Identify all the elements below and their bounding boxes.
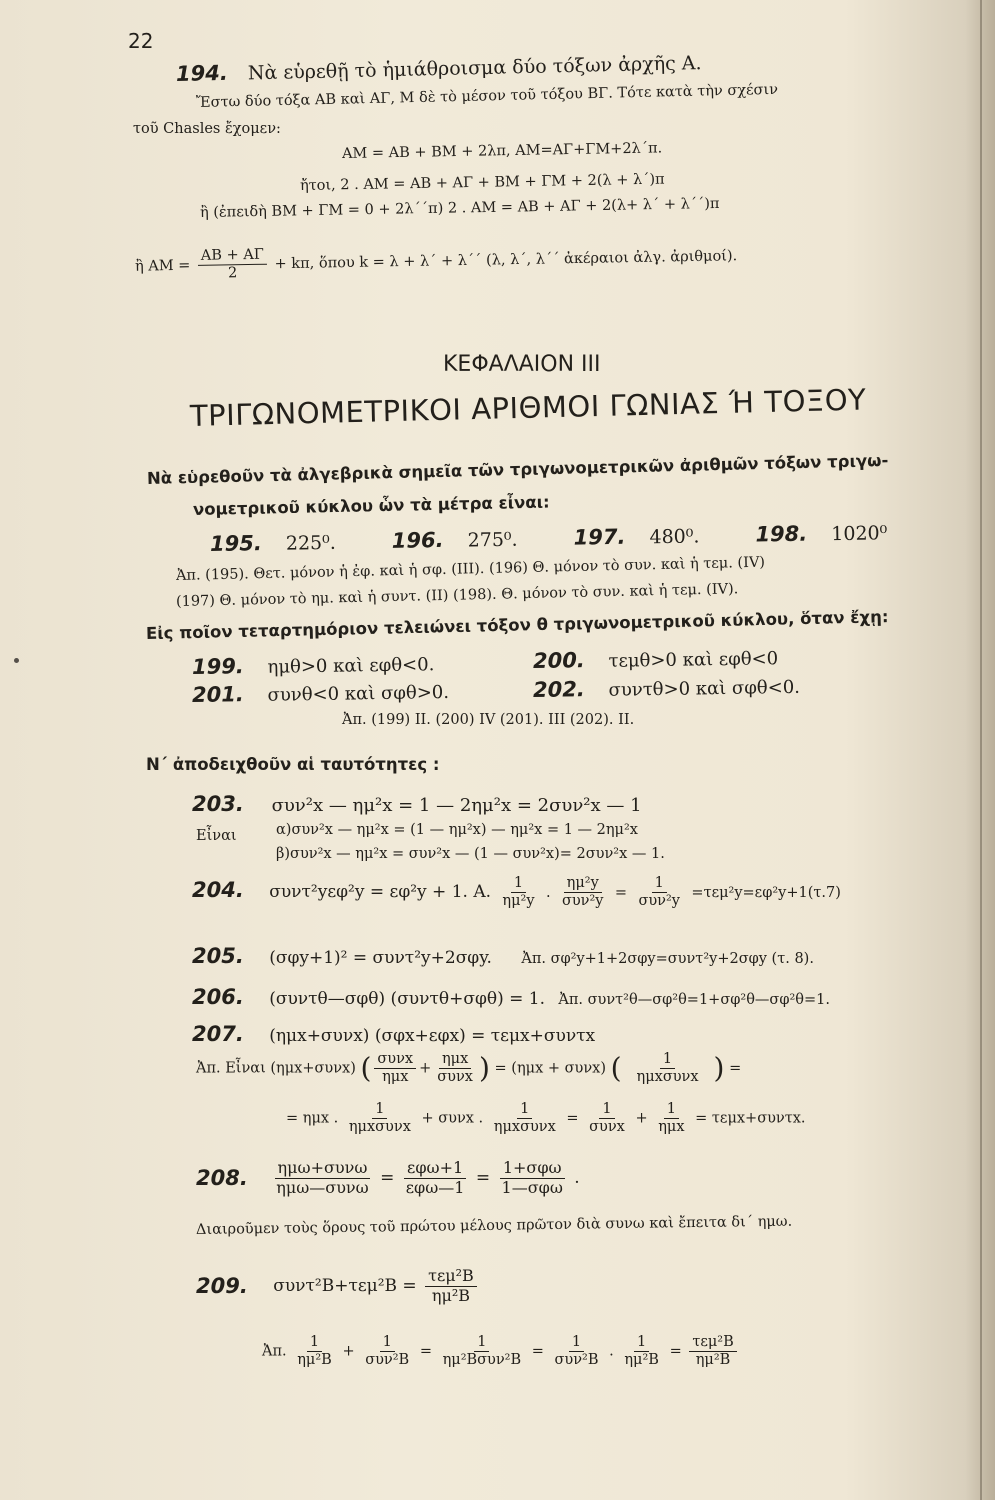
equation-rhs: + kπ, ὅπου k = λ + λ΄ + λ΄΄ (λ, λ΄, λ΄΄ ἀκέραιοι ἀλγ. ἀριθμοί). <box>274 248 738 273</box>
proof-label: Εἶναι <box>196 828 237 844</box>
operator-text: . <box>609 1343 614 1360</box>
operator-text: = <box>566 1110 579 1127</box>
numerator: 1 <box>599 1102 614 1119</box>
problem-number: 197. <box>573 524 626 550</box>
operator-text: = <box>669 1343 682 1360</box>
chapter-title: ΤΡΙΓΩΝΟΜΕΤΡΙΚΟΙ ΑΡΙΘΜΟΙ ΓΩΝΙΑΣ Ή ΤΟΞΟΥ <box>189 382 867 433</box>
equation: ἤτοι, 2 . ΑΜ = ΑΒ + ΑΓ + ΒΜ + ΓΜ + 2(λ + λ΄)π <box>299 171 665 194</box>
equation-part: = ημx . <box>286 1110 339 1127</box>
answer-text: Ἀπ. Εἶναι (ημx+συνx) <box>196 1060 356 1077</box>
operator-text: . <box>574 1167 580 1188</box>
denominator: ημ²Β <box>695 1352 731 1369</box>
problem-194-line2: τοῦ Chasles ἔχομεν: <box>133 121 281 137</box>
denominator: εφω—1 <box>405 1177 465 1197</box>
problem-text: Νὰ εὑρεθῇ τὸ ἡμιάθροισμα δύο τόξων ἀρχῆς Α. <box>247 52 702 85</box>
margin-speck <box>14 658 19 663</box>
numerator: 1 <box>307 1335 322 1352</box>
fraction <box>440 1335 525 1368</box>
problem-194-heading <box>176 50 702 87</box>
denominator: 2 <box>227 265 238 282</box>
equation-end: = τεμx+συντx. <box>695 1110 806 1127</box>
numerator: τεμ²Β <box>425 1268 477 1287</box>
problem-text: τεμθ>0 καὶ εφθ<0 <box>608 648 779 672</box>
problem-number: 194. <box>175 60 229 86</box>
exercise-199 <box>192 651 435 679</box>
numerator: 1 <box>372 1102 387 1119</box>
equation: ἢ (ἐπειδὴ ΒΜ + ΓΜ = 0 + 2λ΄΄π) 2 . ΑΜ = ΑΒ + ΑΓ + 2(λ+ λ΄ + λ΄΄)π <box>199 195 720 221</box>
exercise-200 <box>533 645 778 674</box>
fraction <box>634 1052 702 1085</box>
operator-text: = <box>614 885 628 902</box>
numerator: 1+σφω <box>500 1160 565 1179</box>
numerator: ημ²y <box>564 876 602 893</box>
denominator: ημ²Β <box>297 1352 332 1369</box>
denominator: ημxσυνx <box>348 1119 411 1136</box>
operator-text: + <box>419 1060 432 1077</box>
exercise-204 <box>192 876 841 909</box>
problem-value: 1020⁰ <box>831 522 888 546</box>
denominator: συνx <box>589 1119 625 1136</box>
fraction <box>362 1335 412 1368</box>
numerator: 1 <box>652 876 667 893</box>
exercise-row-195-198 <box>210 520 888 557</box>
intro-text: Ν΄ ἀποδειχθοῦν αἱ ταυτότητες : <box>146 755 440 774</box>
denominator: συν²y <box>561 893 604 910</box>
denominator: ημ²Βσυν²Β <box>442 1352 522 1369</box>
fraction <box>559 876 607 909</box>
operator-text: = <box>729 1060 742 1077</box>
denominator: ημx <box>658 1119 685 1136</box>
problem-number: 204. <box>192 878 244 903</box>
numerator: 1 <box>380 1335 395 1352</box>
fraction <box>499 1160 566 1197</box>
equation-lhs: ἢ ΑΜ = <box>134 257 191 275</box>
denominator: 1—σφω <box>501 1177 563 1197</box>
proof-line: α)συν²x — ημ²x = (1 — ημ²x) — ημ²x = 1 — 2ημ²x <box>276 822 638 838</box>
fraction <box>499 876 537 909</box>
equation: ΑΜ = ΑΒ + ΒΜ + 2λπ, ΑΜ=ΑΓ+ΓΜ+2λ΄π. <box>341 140 663 162</box>
fraction <box>491 1102 559 1135</box>
paren-open: ( <box>610 1051 622 1085</box>
fraction <box>586 1102 628 1135</box>
numerator: ημx <box>439 1052 471 1069</box>
equation-part: + συνx . <box>421 1110 484 1127</box>
numerator: 1 <box>664 1102 679 1119</box>
intro-text: Νὰ εὑρεθοῦν τὰ ἀλγεβρικὰ σημεῖα τῶν τριγωνομετρικῶν ἀριθμῶν τόξων τριγω- <box>146 450 889 488</box>
problem-number: 200. <box>532 648 586 673</box>
numerator: ΑΒ + ΑΓ <box>198 248 267 266</box>
answer-label: Ἀπ. <box>262 1343 287 1360</box>
equation: συντ²yεφ²y = εφ²y + 1. Α. <box>269 882 491 903</box>
fraction <box>198 248 268 283</box>
equation: (σφy+1)² = συντ²y+2σφy. <box>269 948 492 968</box>
exercise-202 <box>533 674 800 703</box>
answer-text: (197) Θ. μόνον τὸ ημ. καὶ ἡ συντ. (II) (198). Θ. μόνον τὸ συν. καὶ ἡ τεμ. (IV). <box>175 581 739 610</box>
page-number: 22 <box>128 29 154 53</box>
equation: (ημx+συνx) (σφx+εφx) = τεμx+συντx <box>269 1026 596 1046</box>
problem-value: 480⁰. <box>649 525 700 549</box>
exercise-206 <box>192 985 830 1010</box>
answer-text: Ἀπ. σφ²y+1+2σφy=συντ²y+2σφy (τ. 8). <box>521 951 814 967</box>
exercise-201 <box>192 679 449 708</box>
page-edge-shadow <box>980 0 982 1500</box>
intro-text: νομετρικοῦ κύκλου ὧν τὰ μέτρα εἶναι: <box>192 492 550 519</box>
problem-number: 209. <box>196 1274 248 1299</box>
equation-lhs: συντ²Β+τεμ²Β = <box>273 1275 417 1296</box>
problem-number: 206. <box>192 985 244 1009</box>
chapter-label: ΚΕΦΑΛΑΙΟΝ III <box>443 352 601 377</box>
denominator: ημxσυνx <box>493 1119 556 1136</box>
operator-text: + <box>342 1343 355 1360</box>
denominator: συν²Β <box>554 1352 599 1369</box>
fraction <box>294 1335 335 1368</box>
numerator: 1 <box>569 1335 584 1352</box>
operator-text: + <box>635 1110 648 1127</box>
problem-number: 201. <box>191 682 245 707</box>
numerator: εφω+1 <box>404 1160 466 1179</box>
denominator: ημω—συνω <box>276 1177 369 1197</box>
proof-line <box>196 1052 741 1085</box>
operator-text: = <box>475 1167 491 1188</box>
paren-close: ) <box>479 1051 490 1085</box>
fraction <box>552 1335 602 1368</box>
proof-line: β)συν²x — ημ²x = συν²x — (1 — συν²x)= 2συν²x — 1. <box>276 846 665 862</box>
denominator: ημ²Β <box>624 1352 659 1369</box>
denominator: ημ²Β <box>431 1285 471 1305</box>
operator-text: = <box>419 1343 432 1360</box>
problem-text: ημθ>0 καὶ εφθ<0. <box>267 654 435 678</box>
equation: συν²x — ημ²x = 1 — 2ημ²x = 2συν²x — 1 <box>271 795 642 816</box>
problem-number: 202. <box>532 677 586 702</box>
equation-tail: =τεμ²y=εφ²y+1(τ.7) <box>691 885 841 902</box>
fraction <box>374 1052 416 1085</box>
exercise-207 <box>192 1022 595 1047</box>
proof-line <box>286 1102 806 1135</box>
equation-mid: = (ημx + συνx) <box>494 1060 606 1077</box>
problem-number: 208. <box>196 1166 248 1191</box>
operator-text: = <box>531 1343 544 1360</box>
problem-number: 196. <box>391 527 444 553</box>
exercise-209 <box>196 1268 480 1305</box>
equation <box>135 239 738 283</box>
paren-open: ( <box>360 1051 372 1085</box>
exercise-203 <box>192 792 642 817</box>
note-text: Διαιροῦμεν τοὺς ὅρους τοῦ πρώτου μέλους πρῶτον διὰ συνω καὶ ἔπειτα δι΄ ημω. <box>195 1213 793 1238</box>
denominator: συνx <box>437 1069 473 1086</box>
denominator: συν²Β <box>365 1352 410 1369</box>
proof-line <box>262 1335 740 1368</box>
fraction <box>689 1335 736 1368</box>
intro-text: Εἰς ποῖον τεταρτημόριον τελειώνει τόξον θ τριγωνομετρικοῦ κύκλου, ὅταν ἔχῃ: <box>145 607 889 643</box>
operator-text: = <box>380 1167 395 1188</box>
numerator: 1 <box>660 1052 675 1069</box>
equation: (συντθ—σφθ) (συντθ+σφθ) = 1. <box>269 989 545 1009</box>
fraction <box>273 1160 371 1197</box>
answer-text: Ἀπ. συντ²θ—σφ²θ=1+σφ²θ—σφ²θ=1. <box>558 992 831 1008</box>
numerator: 1 <box>511 876 526 893</box>
denominator: ημxσυνx <box>636 1069 699 1086</box>
fraction <box>655 1102 687 1135</box>
problem-number: 198. <box>755 521 808 547</box>
numerator: 1 <box>474 1335 489 1352</box>
fraction <box>621 1335 662 1368</box>
fraction <box>434 1052 476 1085</box>
denominator: συν²y <box>638 893 681 910</box>
fraction <box>346 1102 414 1135</box>
problem-value: 275⁰. <box>467 528 518 552</box>
numerator: συνx <box>374 1052 416 1069</box>
exercise-205 <box>192 944 814 969</box>
answer-text: Ἀπ. (195). Θετ. μόνον ἡ ἐφ. καὶ ἡ σφ. (III). (196) Θ. μόνον τὸ συν. καὶ ἡ τεμ. (IV) <box>175 554 766 584</box>
exercise-208 <box>196 1160 580 1197</box>
denominator: ημx <box>382 1069 409 1086</box>
numerator: τεμ²Β <box>689 1335 736 1352</box>
numerator: 1 <box>517 1102 532 1119</box>
denominator: ημ²y <box>502 893 535 910</box>
problem-194-line1: Ἔστω δύο τόξα ΑΒ καὶ ΑΓ, Μ δὲ τὸ μέσον τοῦ τόξου ΒΓ. Τότε κατὰ τὴν σχέσιν <box>195 81 779 111</box>
answer-text: Ἀπ. (199) II. (200) IV (201). III (202). II. <box>342 712 635 728</box>
problem-number: 199. <box>191 654 245 679</box>
problem-number: 203. <box>192 792 244 816</box>
fraction <box>425 1268 477 1305</box>
paren-close: ) <box>713 1051 725 1085</box>
problem-text: συνθ<0 καὶ σφθ>0. <box>267 681 450 706</box>
numerator: 1 <box>634 1335 649 1352</box>
problem-value: 225⁰. <box>285 531 336 555</box>
problem-number: 207. <box>192 1022 244 1046</box>
problem-number: 195. <box>209 531 263 556</box>
operator-text: . <box>545 885 551 902</box>
problem-number: 205. <box>192 944 244 968</box>
problem-text: συντθ>0 καὶ σφθ<0. <box>608 676 801 701</box>
fraction <box>635 876 683 909</box>
fraction <box>403 1160 468 1197</box>
numerator: ημω+συνω <box>275 1160 371 1179</box>
